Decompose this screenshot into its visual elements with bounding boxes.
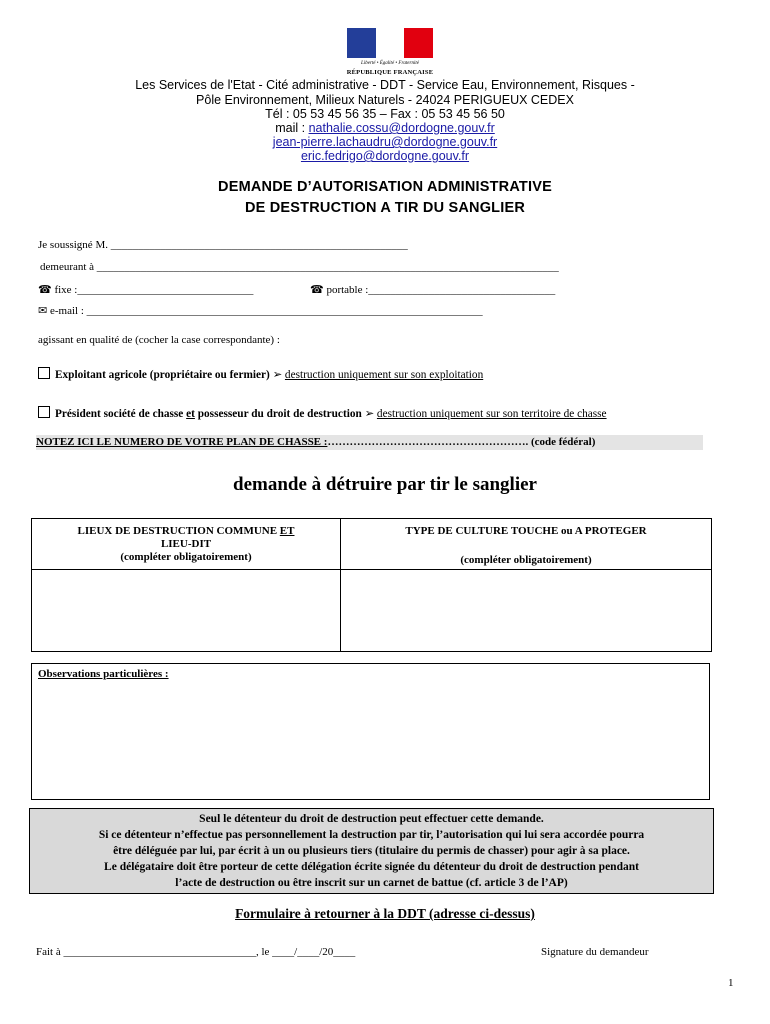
col2-note: (compléter obligatoirement) [460,554,592,566]
observations-label: Observations particulières : [38,668,169,680]
header-address-line2: Pôle Environnement, Milieux Naturels - 24024 PERIGUEUX CEDEX [196,93,574,107]
notice-line: être déléguée par lui, par écrit à un ou plusieurs tiers (titulaire du permis de chasser) pour agir à sa place. [113,845,630,857]
arrow-right-icon: ➢ [272,369,283,381]
fixe-label: fixe :________________________________ [54,284,254,296]
email-field[interactable] [38,304,483,317]
exploitant-checkbox[interactable] [38,367,50,379]
col1-header: LIEUX DE DESTRUCTION COMMUNE ET LIEU-DIT (compléter obligatoirement) [77,525,295,563]
portable-label: portable :__________________________________ [326,284,556,296]
portable-field[interactable] [310,283,555,296]
arrow-right-icon: ➢ [364,408,375,420]
mailbox-icon: ✉ [38,305,48,317]
fait-a-field[interactable]: Fait à ___________________________________, le ____/____/20____ [36,946,356,958]
table-column-divider [340,519,341,651]
option-exploitant [38,367,483,381]
option2-label: Président société de chasse et possesseur du droit de destruction [55,408,362,420]
agissant-label: agissant en qualité de (cocher la case correspondante) : [38,334,280,346]
table-row-divider [32,569,711,570]
header-mail-line [0,121,770,136]
observations-box[interactable] [31,663,710,800]
email-link-lachaudru[interactable]: jean-pierre.lachaudru@dordogne.gouv.fr [272,135,498,149]
delegation-notice [29,808,714,894]
email-link-fedrigo[interactable]: eric.fedrigo@dordogne.gouv.fr [300,149,470,163]
mail-label: mail : [275,121,309,135]
soussigne-field[interactable]: Je soussigné M. ______________________________________________________ [38,239,408,251]
page-number: 1 [728,977,734,989]
request-subtitle: demande à détruire par tir le sanglier [233,474,537,495]
header-phone-fax: Tél : 05 53 45 56 35 – Fax : 05 53 45 56 50 [265,107,505,121]
option1-label: Exploitant agricole (propriétaire ou fermier) [55,369,270,381]
header-email2-line [0,135,770,150]
header-email3-line [0,149,770,164]
return-instruction: Formulaire à retourner à la DDT (adresse ci-dessus) [235,906,535,921]
notice-line: l’acte de destruction ou être inscrit sur un carnet de battue (cf. article 3 de l’AP) [175,877,568,889]
option1-detail: destruction uniquement sur son exploitation [284,369,484,381]
col2-header: TYPE DE CULTURE TOUCHE ou A PROTEGER [405,525,647,537]
plan-de-chasse-field[interactable] [36,435,703,450]
notez-fill: ………………………………………………. (code fédéral) [327,436,596,448]
signature-label: Signature du demandeur [541,946,649,958]
option2-detail: destruction uniquement sur son territoire de chasse [376,408,607,420]
logo-motto: Liberté • Égalité • Fraternité [361,61,419,66]
notice-line: Le délégataire doit être porteur de cette délégation écrite signée du détenteur du droit de destruction pendant [104,861,639,873]
option-president [38,406,607,420]
mobile-phone-icon: ☎ [310,284,324,296]
document-title-line1: DEMANDE D’AUTORISATION ADMINISTRATIVE [218,179,552,195]
marianne-flag-icon [347,28,433,58]
logo-republique: RÉPUBLIQUE FRANÇAISE [346,69,434,76]
col1-note: (compléter obligatoirement) [120,551,252,563]
notez-label: NOTEZ ICI LE NUMERO DE VOTRE PLAN DE CHASSE : [36,436,328,448]
culture-input-cell[interactable] [342,571,710,650]
phone-icon: ☎ [38,284,52,296]
notice-line: Seul le détenteur du droit de destruction peut effectuer cette demande. [199,813,544,825]
demeurant-field[interactable]: demeurant à ____________________________________________________________________________________ [40,261,559,273]
destruction-table [31,518,712,652]
notice-line: Si ce détenteur n’effectue pas personnellement la destruction par tir, l’autorisation qui lui sera accordée pourra [98,829,645,841]
email-link-cossu[interactable]: nathalie.cossu@dordogne.gouv.fr [308,121,495,135]
lieux-input-cell[interactable] [33,571,339,650]
document-title-line2: DE DESTRUCTION A TIR DU SANGLIER [244,200,526,216]
president-checkbox[interactable] [38,406,50,418]
republique-francaise-logo [346,28,434,80]
header-address-line1: Les Services de l'Etat - Cité administrative - DDT - Service Eau, Environnement, Risques - [135,78,635,92]
email-label: e-mail : ________________________________________________________________________ [49,305,483,317]
fixe-field[interactable] [38,283,253,296]
